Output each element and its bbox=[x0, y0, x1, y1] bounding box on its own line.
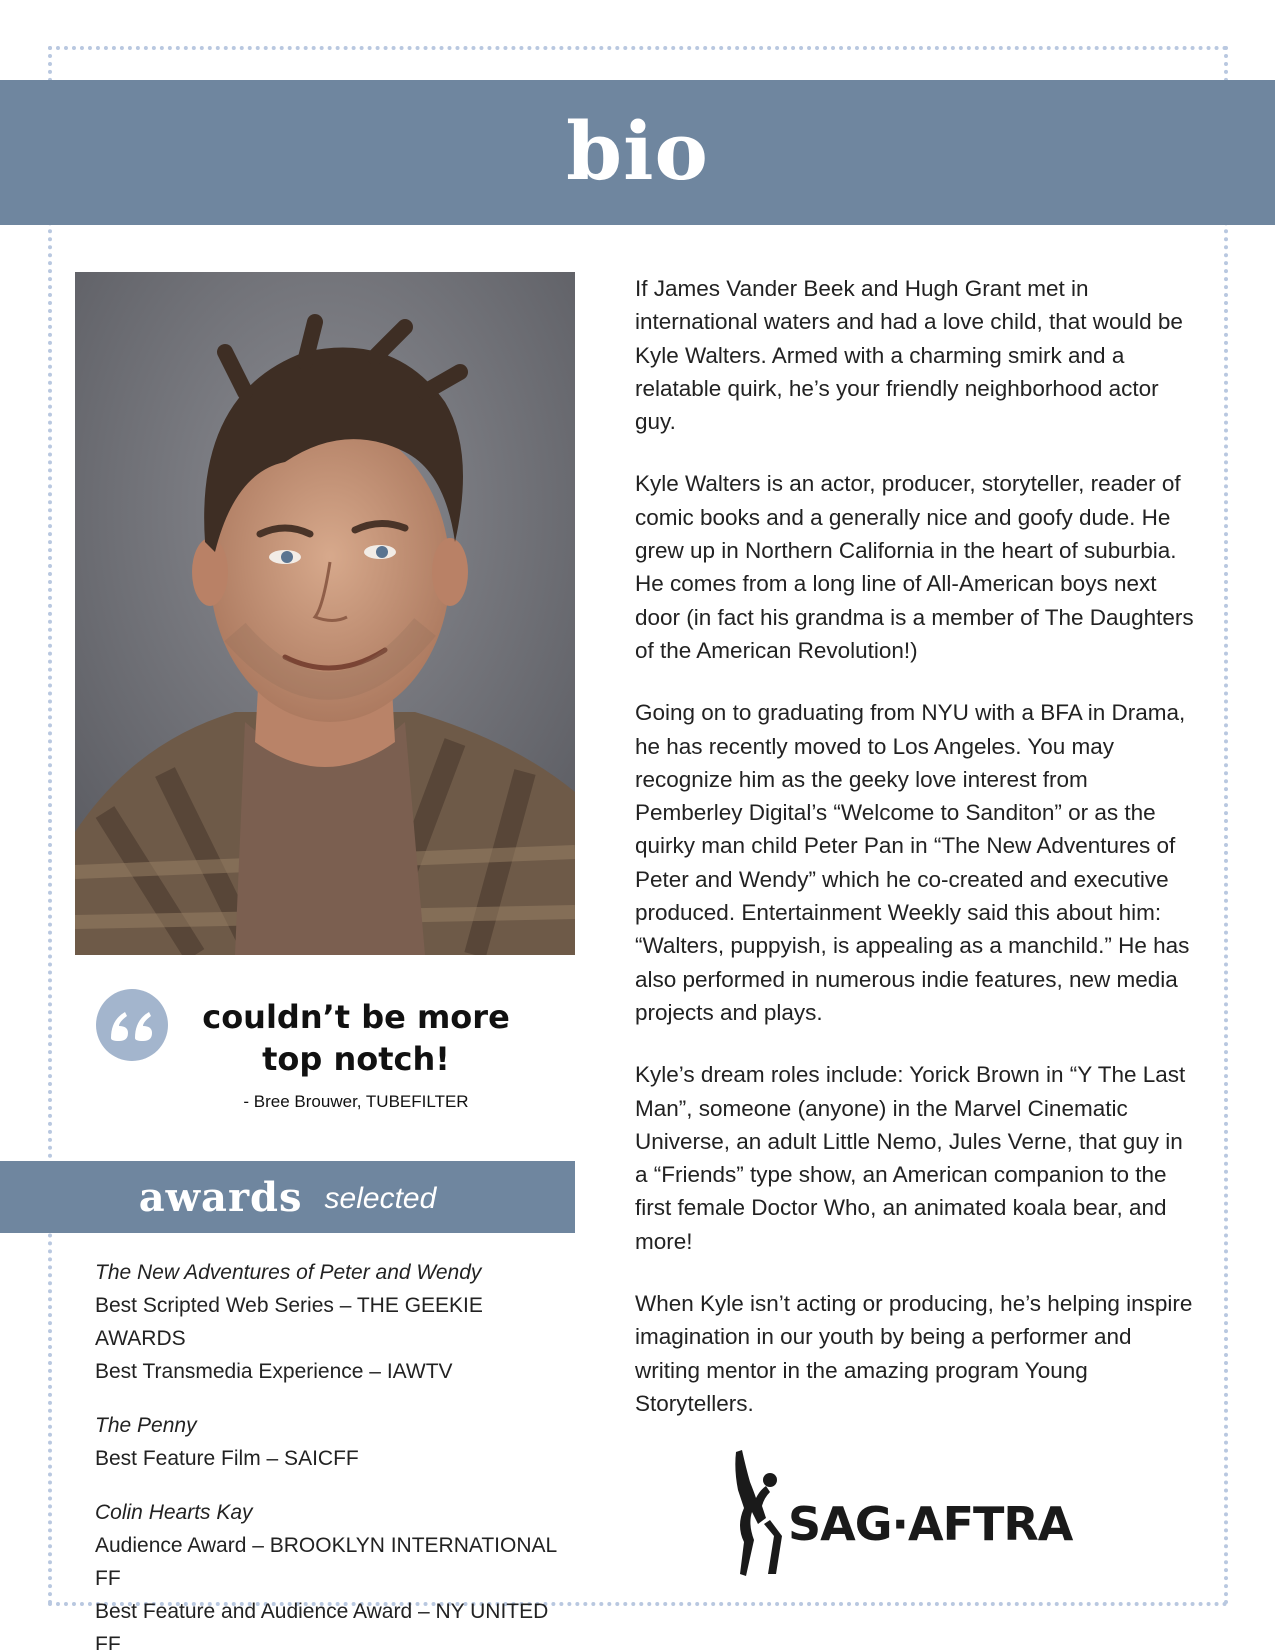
headshot-illustration bbox=[75, 272, 575, 955]
award-item: Best Feature Film – SAICFF bbox=[95, 1447, 359, 1470]
bio-paragraph: When Kyle isn’t acting or producing, he’s helping inspire imagination in our youth by being a performer and writing mentor in the amazing program Young Storytellers. bbox=[635, 1291, 1193, 1416]
sag-aftra-logo bbox=[730, 1448, 1073, 1578]
bio-paragraph: Going on to graduating from NYU with a BFA in Drama, he has recently moved to Los Angeles. You may recognize him as the geeky love interest from Pemberley Digital’s “Welcome to Sanditon” or as the quirky man child Peter Pan in “The New Adventures of Peter and Wendy” which he co-created and executive produced. Entertainment Weekly said this about him: “Walters, puppyish, is appealing as a manchild.” He has also performed in numerous indie features, new media projects and plays. bbox=[635, 700, 1190, 1025]
award-group bbox=[95, 1409, 575, 1475]
header-band bbox=[0, 80, 1275, 225]
quote-icon bbox=[96, 989, 168, 1061]
performer-figure-icon bbox=[730, 1448, 796, 1578]
quote-glyph bbox=[109, 1008, 155, 1042]
headshot-photo bbox=[75, 272, 575, 955]
bio-text bbox=[635, 272, 1195, 1449]
page-title: bio bbox=[566, 103, 709, 198]
award-work-title: The New Adventures of Peter and Wendy bbox=[95, 1261, 482, 1284]
award-work-title: Colin Hearts Kay bbox=[95, 1501, 253, 1524]
award-item: Best Transmedia Experience – IAWTV bbox=[95, 1360, 453, 1383]
award-item: Best Scripted Web Series – THE GEEKIE AWARDS bbox=[95, 1294, 483, 1350]
awards-subtitle: selected bbox=[324, 1182, 437, 1215]
award-group bbox=[95, 1256, 575, 1388]
bio-paragraph: Kyle Walters is an actor, producer, storyteller, reader of comic books and a generally nice and goofy dude. He grew up in Northern California in the heart of suburbia. He comes from a long line of All-American boys next door (in fact his grandma is a member of The Daughters of the American Revolution!) bbox=[635, 471, 1194, 663]
awards-title: awards bbox=[138, 1173, 303, 1221]
award-work-title: The Penny bbox=[95, 1414, 197, 1437]
quote-attribution: - Bree Brouwer, TUBEFILTER bbox=[243, 1092, 469, 1111]
quote-text: couldn’t be more top notch! bbox=[202, 998, 510, 1078]
award-group bbox=[95, 1496, 575, 1650]
award-item: Best Feature and Audience Award – NY UNITED FF bbox=[95, 1600, 549, 1650]
awards-list bbox=[95, 1256, 575, 1650]
awards-band bbox=[0, 1161, 575, 1233]
logo-text: SAG·AFTRA bbox=[788, 1497, 1073, 1551]
bio-paragraph: Kyle’s dream roles include: Yorick Brown in “Y The Last Man”, someone (anyone) in the Marvel Cinematic Universe, an adult Little Nemo, Jules Verne, that guy in a “Friends” type show, an American companion to the first female Doctor Who, an animated koala bear, and more! bbox=[635, 1062, 1186, 1254]
bio-paragraph: If James Vander Beek and Hugh Grant met in international waters and had a love child, that would be Kyle Walters. Armed with a charming smirk and a relatable quirk, he’s your friendly neighborhood actor guy. bbox=[635, 276, 1183, 435]
award-item: Audience Award – BROOKLYN INTERNATIONAL FF bbox=[95, 1534, 557, 1590]
